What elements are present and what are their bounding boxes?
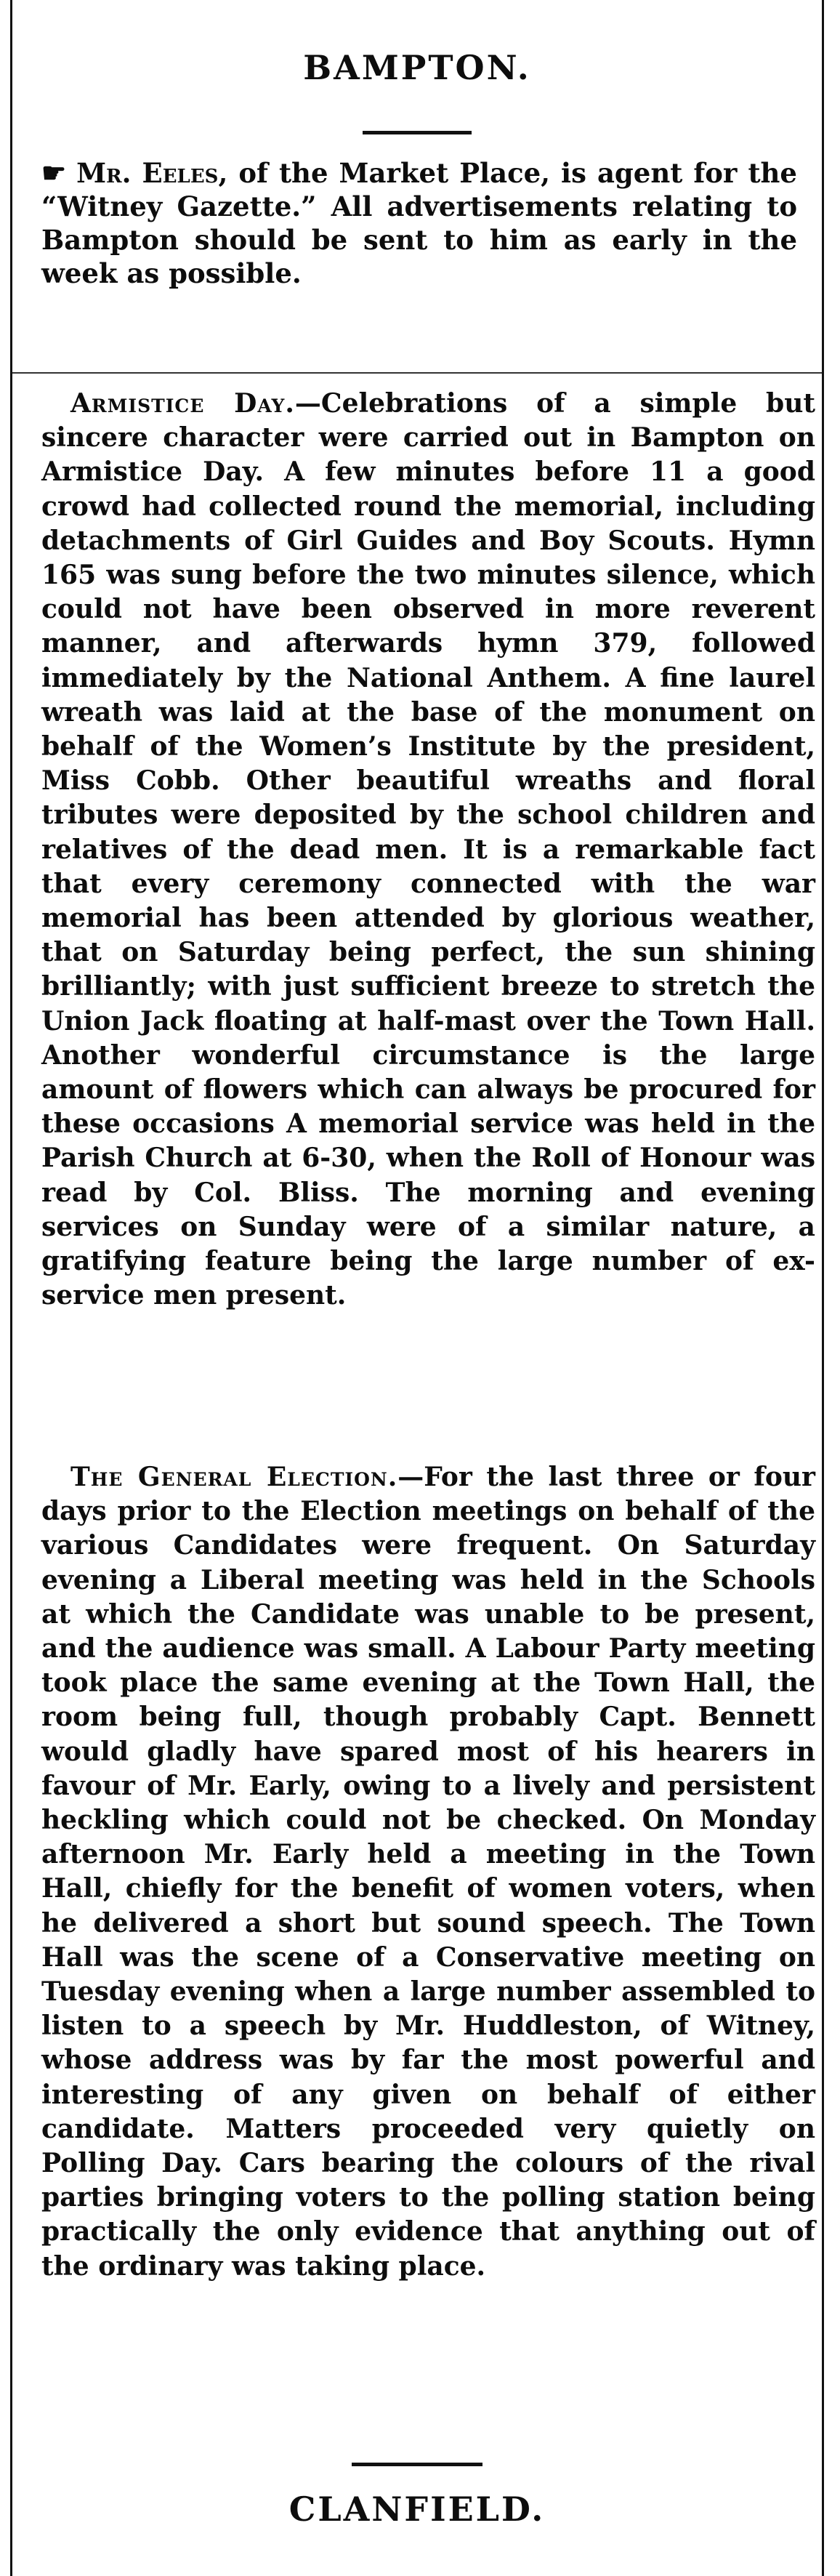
armistice-text: —Celebrations of a simple but sincere character were carried out in Bampton on Armistice Day. A few minutes before 11 a good crowd had collected round the memorial, including detachments of Girl Guides and Boy Scouts. Hymn 165 was sung before the two minutes silence, which could not have been observed in more reverent manner, and afterwards hymn 379, followed immediately by the National Anthem. A fine laurel wreath was laid at the base of the monument on behalf of the Women’s Institute by the president, Miss Cobb. Other beautiful wreaths and floral tributes were deposited by the school children and relatives of the dead men. It is a remarkable fact that every ceremony connected with the war memorial has been attended by glorious weather, that on Saturday being perfect, the sun shining brilliantly; with just sufficient breeze to stretch the Union Jack floating at half-mast over the Town Hall. Another wonderful circumstance is the large amount of flowers which can always be procured for these occasions A memorial service was held in the Parish Church at 6-30, when the Roll of Honour was read by Col. Bliss. The morning and evening services on Sunday were of a similar nature, a gratifying feature being the large number of ex-service men present. [41, 388, 815, 1311]
section-end-rule [352, 2463, 482, 2466]
election-title: The General Election. [70, 1462, 398, 1492]
armistice-paragraph [41, 387, 815, 1313]
notice-text: , of the Market Place, is agent for the “Witney Gazette.” All advertisements relating to Bampton should be sent to him as early in the week as possible. [41, 157, 797, 289]
heading-rule [363, 131, 472, 134]
section-heading-bampton: BAMPTON. [303, 48, 531, 87]
armistice-title: Armistice Day. [70, 388, 295, 419]
agent-notice [41, 156, 797, 290]
notice-divider [12, 372, 822, 374]
election-paragraph [41, 1460, 815, 2284]
newspaper-column [10, 0, 824, 2576]
notice-name: Mr. Eeles [76, 157, 219, 189]
pointing-hand-icon: ☛ [41, 156, 67, 189]
section-heading-clanfield: CLANFIELD. [288, 2490, 546, 2529]
election-text: —For the last three or four days prior to the Election meetings on behalf of the various Candidates were frequent. On Saturday evening a Liberal meeting was held in the Schools at which the Candidate was unable to be present, and the audience was small. A Labour Party meeting took place the same evening at the Town Hall, the room being full, though probably Capt. Bennett would gladly have spared most of his hearers in favour of Mr. Early, owing to a lively and persistent heckling which could not be checked. On Monday afternoon Mr. Early held a meeting in the Town Hall, chiefly for the benefit of women voters, when he delivered a short but sound speech. The Town Hall was the scene of a Conservative meeting on Tuesday evening when a large number assembled to listen to a speech by Mr. Huddleston, of Witney, whose address was by far the most powerful and interesting of any given on behalf of either candidate. Matters proceeded very quietly on Polling Day. Cars bearing the colours of the rival parties bringing voters to the polling station being practically the only evidence that anything out of the ordinary was taking place. [41, 1462, 815, 2282]
